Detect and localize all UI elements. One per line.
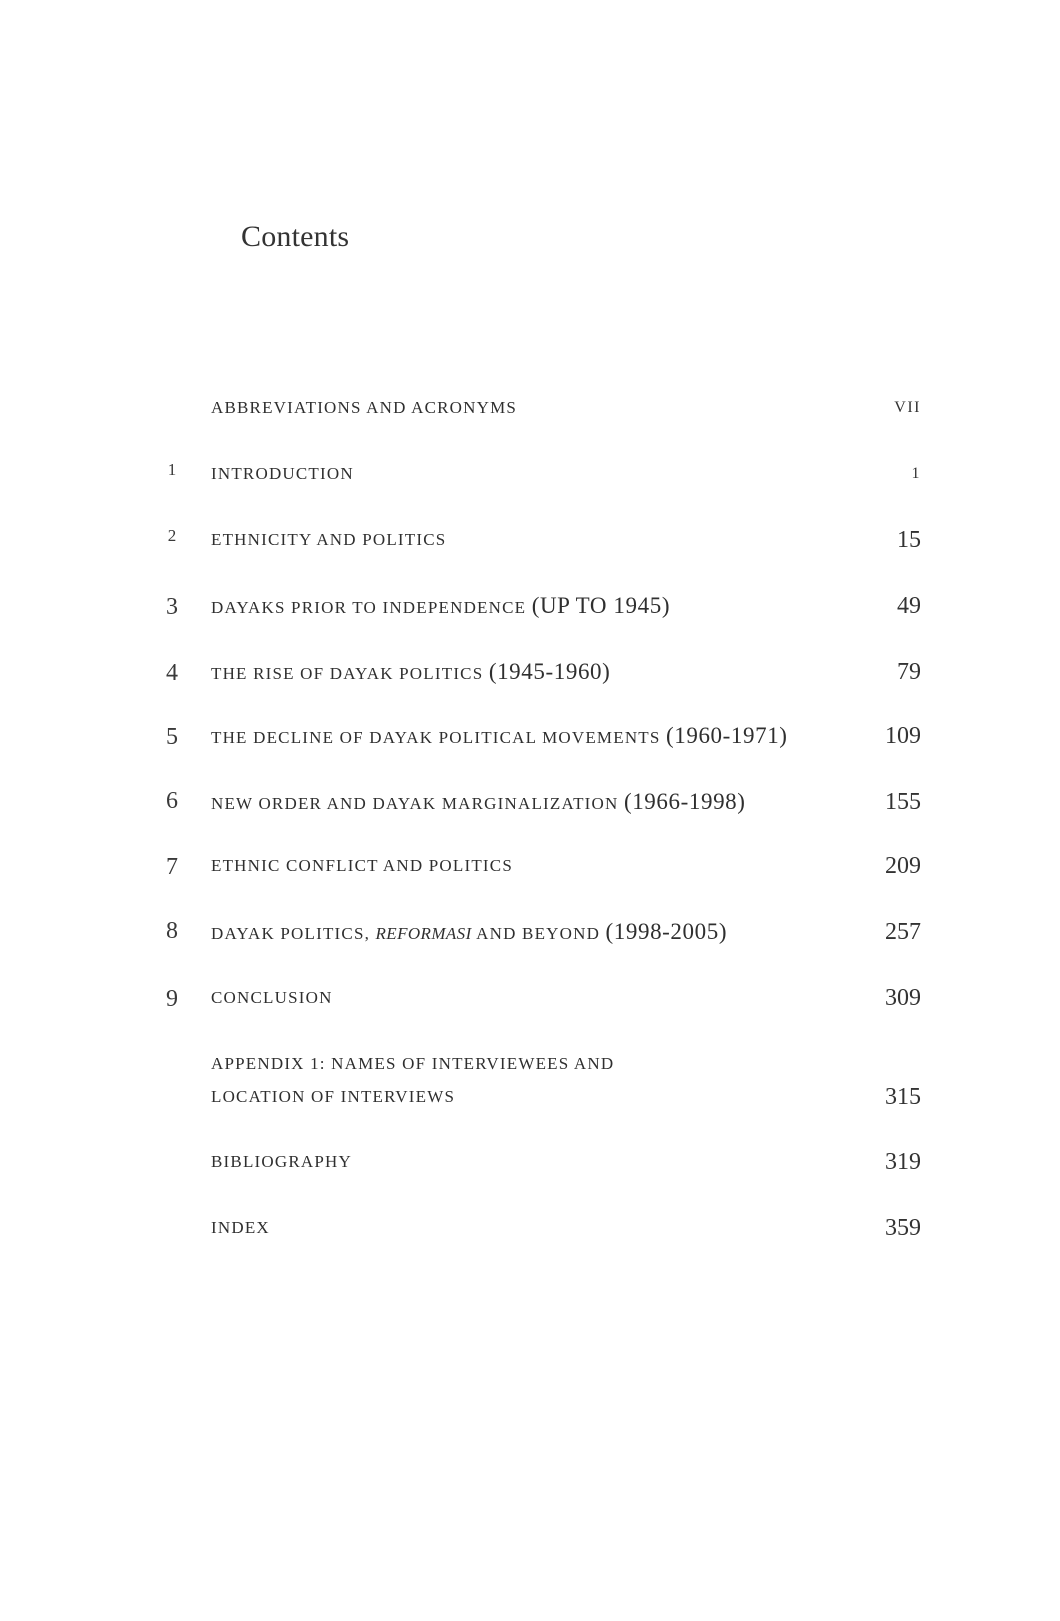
page-title: Contents bbox=[241, 220, 350, 253]
entry-title: ETHNICITY AND POLITICS bbox=[211, 530, 447, 549]
chapter-number: 6 bbox=[166, 788, 178, 814]
entry-title: DAYAKS PRIOR TO INDEPENDENCE (UP TO 1945) bbox=[211, 593, 671, 618]
page-number: VII bbox=[894, 399, 921, 416]
chapter-number: 2 bbox=[167, 526, 177, 545]
chapter-number: 4 bbox=[166, 660, 178, 686]
page-number: 79 bbox=[897, 659, 921, 685]
entry-title: THE RISE OF DAYAK POLITICS (1945-1960) bbox=[211, 659, 611, 684]
entry-title: ETHNIC CONFLICT AND POLITICS bbox=[211, 856, 513, 875]
page-number: 1 bbox=[911, 465, 921, 482]
entry-title: BIBLIOGRAPHY bbox=[211, 1152, 352, 1171]
date-range: (1998-2005) bbox=[605, 919, 728, 944]
entry-title: CONCLUSION bbox=[211, 988, 333, 1007]
date-range: (UP TO 1945) bbox=[531, 593, 671, 618]
page-number: 309 bbox=[885, 985, 921, 1011]
italic-term: REFORMASI bbox=[375, 924, 472, 943]
chapter-number: 9 bbox=[166, 986, 178, 1012]
entry-title: ABBREVIATIONS AND ACRONYMS bbox=[211, 398, 518, 417]
chapter-number: 7 bbox=[166, 854, 178, 880]
chapter-number: 5 bbox=[166, 724, 178, 750]
page-number: 15 bbox=[897, 527, 921, 553]
page-number: 109 bbox=[885, 723, 921, 749]
page-number: 155 bbox=[885, 789, 921, 815]
entry-title-line-1: APPENDIX 1: NAMES OF INTERVIEWEES AND bbox=[211, 1054, 615, 1073]
date-range: (1945-1960) bbox=[488, 659, 611, 684]
entry-title: NEW ORDER AND DAYAK MARGINALIZATION (1966-1998) bbox=[211, 789, 746, 814]
entry-title: INDEX bbox=[211, 1218, 270, 1237]
chapter-number: 8 bbox=[166, 918, 178, 944]
entry-title bbox=[211, 1047, 831, 1113]
entry-title: INTRODUCTION bbox=[211, 464, 354, 483]
chapter-number: 1 bbox=[167, 460, 177, 479]
date-range: (1966-1998) bbox=[623, 789, 746, 814]
page-number: 209 bbox=[885, 853, 921, 879]
page-number: 49 bbox=[897, 593, 921, 619]
entry-title: DAYAK POLITICS, REFORMASI AND BEYOND (1998-2005) bbox=[211, 919, 728, 944]
page-number: 315 bbox=[885, 1084, 921, 1110]
entry-title-line-2: LOCATION OF INTERVIEWS bbox=[211, 1087, 456, 1106]
date-range: (1960-1971) bbox=[665, 723, 788, 748]
entry-title: THE DECLINE OF DAYAK POLITICAL MOVEMENTS (1960-1971) bbox=[211, 723, 788, 748]
chapter-number: 3 bbox=[166, 594, 178, 620]
page-number: 319 bbox=[885, 1149, 921, 1175]
page-number: 257 bbox=[885, 919, 921, 945]
page-number: 359 bbox=[885, 1215, 921, 1241]
